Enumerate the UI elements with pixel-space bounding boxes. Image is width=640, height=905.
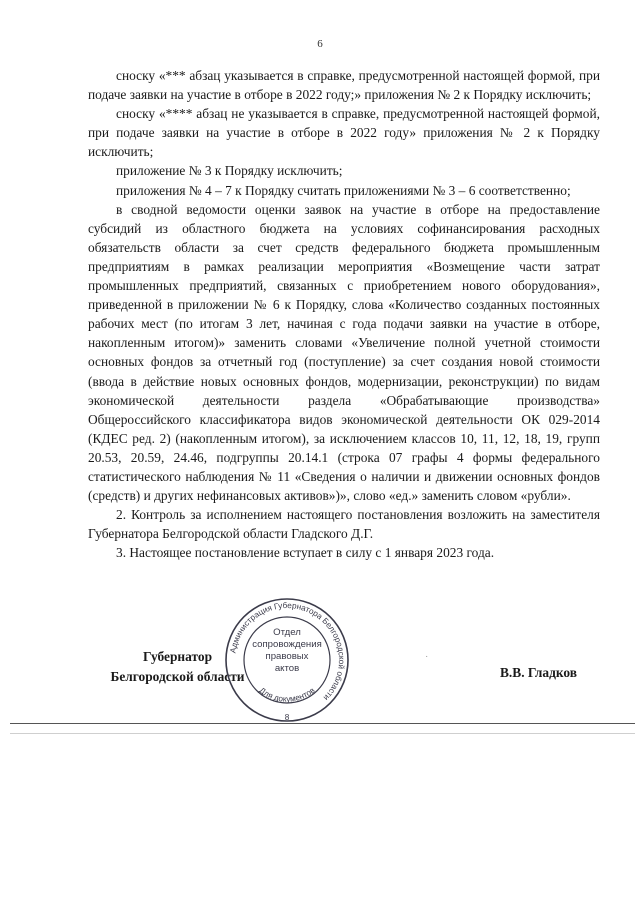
scan-edge-line-faint [10,733,635,734]
paragraph-footnote-4: сноску «**** абзац не указывается в справке, предусмотренной настоящей формой, при подаче заявки на участие в отборе в 2022 году» приложения № 2 к Порядку исключить; [88,106,600,160]
stamp-inner-text [250,627,324,675]
stamp-number: 8 [284,713,290,722]
paragraph-footnote-3: сноску «*** абзац указывается в справке, предусмотренной настоящей формой, при подаче заявки на участие в отборе в 2022 году;» приложения № 2 к Порядку исключить; [88,68,600,103]
paragraph-effective-date: 3. Настоящее постановление вступает в силу с 1 января 2023 года. [116,545,495,561]
paragraph-summary-sheet: в сводной ведомости оценки заявок на участие в отборе на предоставление субсидий из областного бюджета на условиях софинансирования расходных обязательств области за счет средств федерального бюджета промышленным предприятиям в рамках реализации мероприятия «Возмещение части затрат промышленных предприятий, связанных с приобретением нового оборудования», приведенной в приложении № 6 к Порядку, слова «Количество созданных постоянных рабочих мест (по итогам 3 лет, начиная с года подачи заявки на участие в отборе, накопленным итогом)» заменить словами «Увеличение полной учетной стоимости основных фондов за отчетный год (поступление) за счет создания новой стоимости (ввода в действие новых основных фондов, модернизации, реконструкции) по видам экономической деятельности раздела «Обрабатывающие производства» Общероссийского классификатора видов экономической деятельности ОК 029-2014 (КДЕС ред. 2) (накопленным итогом), за исключением классов 10, 11, 12, 18, 19, групп 20.53, 20.59, 24.46, подгруппы 20.14.1 (строка 07 графы 4 формы федерального статистического наблюдения № 11 «Сведения о наличии и движении основных фондов (средств) и других нефинансовых активов»)», слово «ед.» заменить словом «рубли». [88,201,600,504]
official-stamp [222,595,352,725]
paragraph-control: 2. Контроль за исполнением настоящего постановления возложить на заместителя Губернатора Белгородской области Гладского Д.Г. [88,507,600,542]
paragraph-appendix-renumber: приложения № 4 – 7 к Порядку считать приложениями № 3 – 6 соответственно; [116,182,571,198]
signer-name: В.В. Гладков [500,665,578,680]
scan-edge-line [10,723,635,724]
stamp-bottom-text: Для документов [257,685,317,704]
paragraph-appendix-3: приложение № 3 к Порядку исключить; [116,163,343,179]
document-body [88,66,600,562]
stamp-inner-line3: правовых [265,651,309,662]
page-number: 6 [317,38,323,50]
signature-block [0,595,640,725]
stamp-ring-text: Администрация Губернатора Белгородской области [228,600,347,703]
stamp-inner-line1: Отдел [273,627,301,638]
stamp-inner-line2: сопровождения [252,639,322,650]
signer-title-line2: Белгородской области [110,669,245,684]
scan-speck: ˙ [425,655,429,666]
stamp-inner-line4: актов [274,663,300,674]
signer-title-line1: Губернатор [142,649,213,664]
